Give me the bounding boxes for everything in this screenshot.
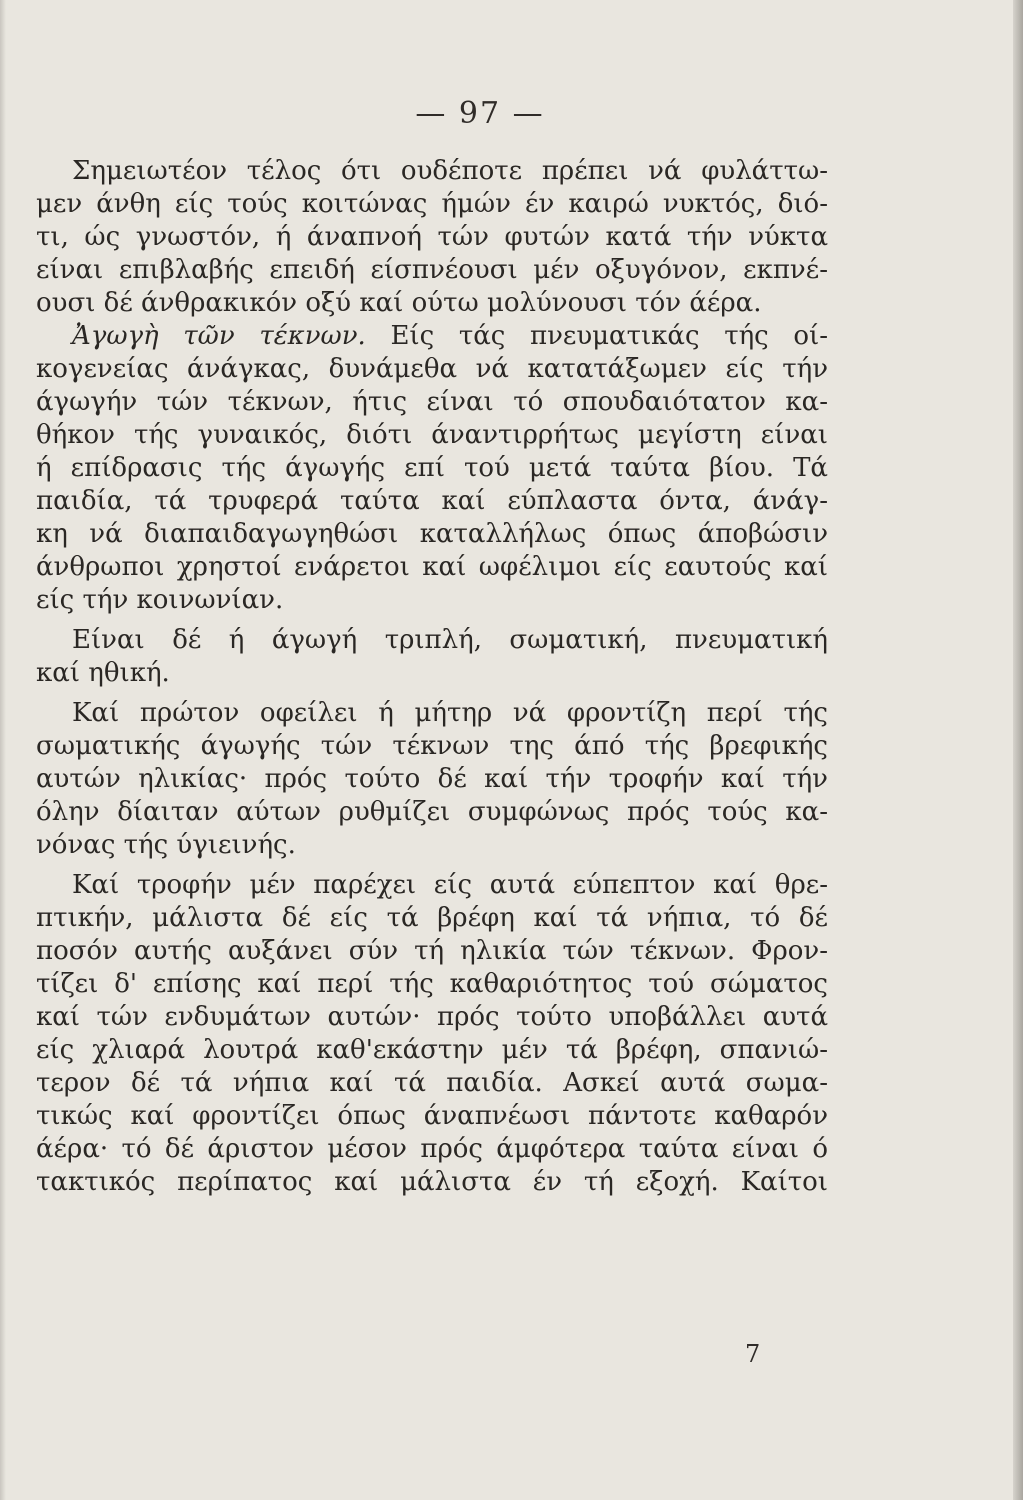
section-line: κη νά διαπαιδαγωγηθώσι καταλλήλως όπως άποβώσιν (36, 519, 828, 549)
paragraph-3-line: Καί πρώτον οφείλει ή μήτηρ νά φροντίζη περί τής (72, 698, 828, 728)
paragraph-4-line: τακτικός περίπατος καί μάλιστα έν τή εξοχή. Καίτοι (36, 1167, 828, 1197)
paragraph-4-line: Καί τροφήν μέν παρέχει είς αυτά εύπεπτον καί θρε- (72, 870, 828, 900)
paragraph-4-line: άέρα· τό δέ άριστον μέσον πρός άμφότερα ταύτα είναι ό (36, 1134, 828, 1164)
paragraph-4-line: τερον δέ τά νήπια καί τά παιδία. Ασκεί αυτά σωμα- (36, 1068, 828, 1098)
signature-mark: 7 (745, 1340, 761, 1368)
section-line: άνθρωποι χρηστοί ενάρετοι καί ωφέλιμοι είς εαυτούς καί (36, 552, 828, 582)
page-edge-right (1013, 0, 1023, 1500)
section-line: θήκον τής γυναικός, διότι άναντιρρήτως μεγίστη είναι (36, 420, 828, 450)
section-lead-line (36, 320, 828, 353)
section-line: ή επίδρασις τής άγωγής επί τού μετά ταύτα βίου. Τά (36, 453, 828, 483)
section-lead-text: Είς τάς πνευματικάς τής οί- (365, 321, 828, 351)
paragraph-3-line: όλην δίαιταν αύτων ρυθμίζει συμφώνως πρός τούς κα- (36, 797, 828, 827)
body-text (36, 155, 828, 1199)
section-line: άγωγήν τών τέκνων, ήτις είναι τό σπουδαιότατον κα- (36, 387, 828, 417)
section-line: παιδία, τά τρυφερά ταύτα καί εύπλαστα όντα, άνάγ- (36, 486, 828, 516)
paragraph-4-line: τικώς καί φροντίζει όπως άναπνέωσι πάντοτε καθαρόν (36, 1101, 828, 1131)
section-line: είς τήν κοινωνίαν. (36, 585, 284, 615)
paragraph-1-line: ουσι δέ άνθρακικόν οξύ καί ούτω μολύνουσι τόν άέρα. (36, 288, 762, 318)
page-shadow-left (0, 0, 6, 1500)
section-heading: Ἀγωγὴ τῶν τέκνων. (72, 321, 366, 351)
paragraph-3-line: αυτών ηλικίας· πρός τούτο δέ καί τήν τροφήν καί τήν (36, 764, 828, 794)
paragraph-4-line: τίζει δ' επίσης καί περί τής καθαριότητος τού σώματος (36, 969, 828, 999)
paragraph-4-line: είς χλιαρά λουτρά καθ'εκάστην μέν τά βρέφη, σπανιώ- (36, 1035, 828, 1065)
section-line: κογενείας άνάγκας, δυνάμεθα νά κατατάξωμεν είς τήν (36, 354, 828, 384)
paragraph-2-line: καί ηθική. (36, 658, 170, 688)
paragraph-4-line: ποσόν αυτής αυξάνει σύν τή ηλικία τών τέκνων. Φρον- (36, 936, 828, 966)
paragraph-4-line: πτικήν, μάλιστα δέ είς τά βρέφη καί τά νήπια, τό δέ (36, 903, 828, 933)
page-number: — 97 — (415, 96, 545, 131)
paragraph-2-line: Είναι δέ ή άγωγή τριπλή, σωματική, πνευματική (72, 625, 828, 655)
paragraph-1-line: τι, ώς γνωστόν, ή άναπνοή τών φυτών κατά τήν νύκτα (36, 222, 828, 252)
paragraph-3-line: νόνας τής ύγιεινής. (36, 830, 296, 860)
paragraph-1-line: μεν άνθη είς τούς κοιτώνας ήμών έν καιρώ νυκτός, διό- (36, 189, 828, 219)
paragraph-3-line: σωματικής άγωγής τών τέκνων της άπό τής βρεφικής (36, 731, 828, 761)
paragraph-4-line: καί τών ενδυμάτων αυτών· πρός τούτο υποβάλλει αυτά (36, 1002, 828, 1032)
paragraph-1-line: Σημειωτέον τέλος ότι ουδέποτε πρέπει νά φυλάττω- (72, 156, 828, 186)
paragraph-1-line: είναι επιβλαβής επειδή είσπνέουσι μέν οξυγόνον, εκπνέ- (36, 255, 828, 285)
